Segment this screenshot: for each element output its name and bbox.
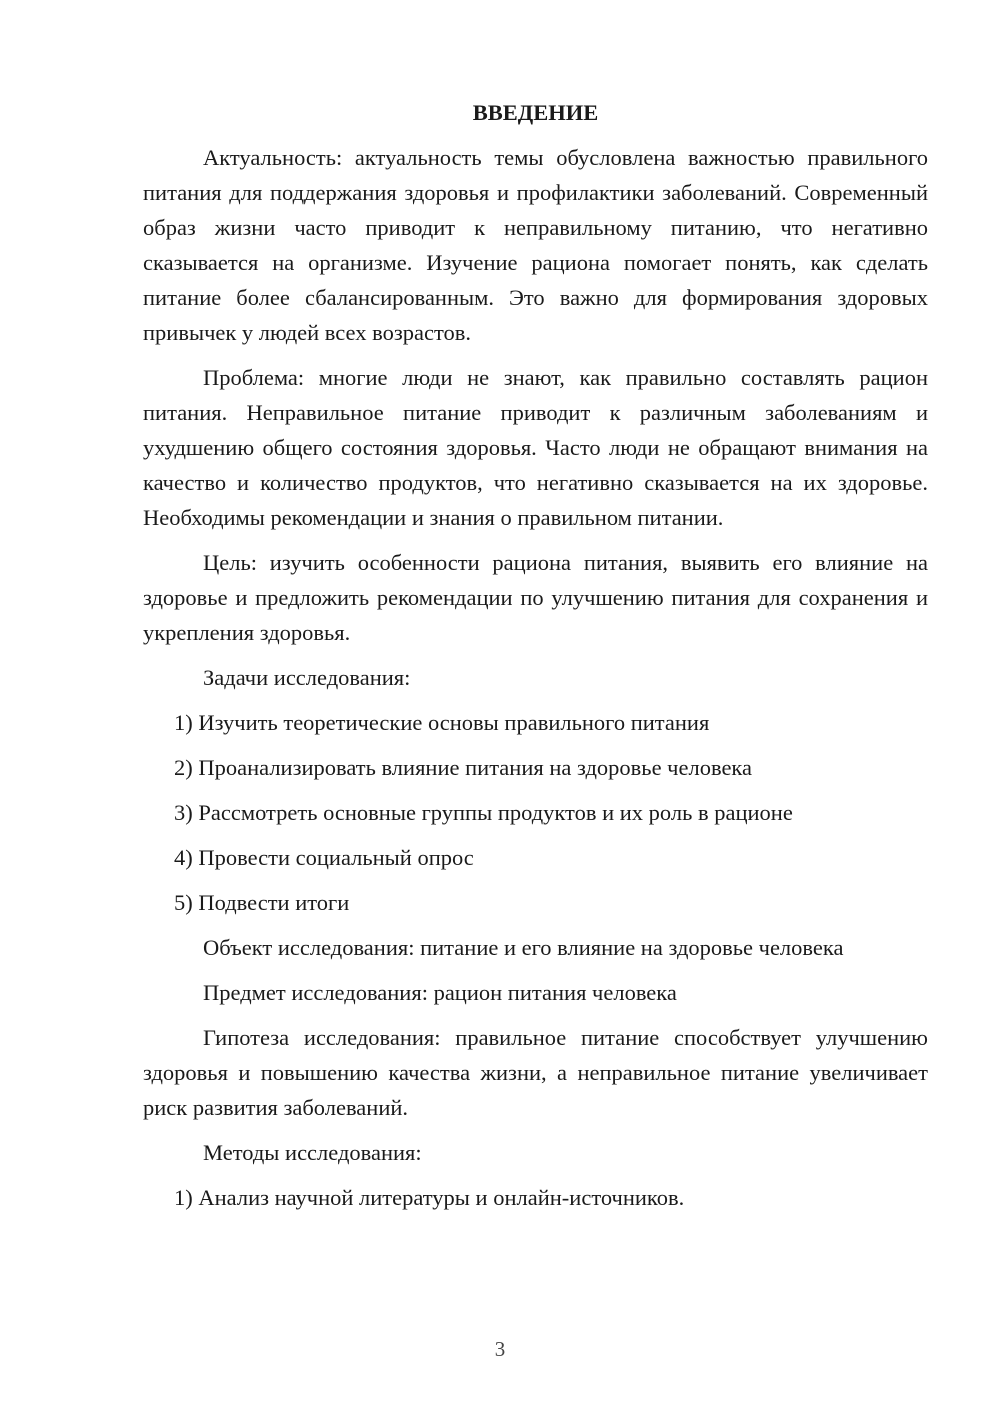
list-item-task: 1) Изучить теоретические основы правильного питания bbox=[174, 710, 710, 735]
document-page bbox=[143, 95, 928, 1225]
page-number: 3 bbox=[494, 1337, 506, 1361]
paragraph-subject: Предмет исследования: рацион питания человека bbox=[203, 980, 677, 1005]
paragraph-hypothesis: Гипотеза исследования: правильное питание способствует улучшению здоровья и повышению качества жизни, а неправильное питание увеличивает риск развития заболеваний. bbox=[143, 1025, 928, 1120]
paragraph-problem: Проблема: многие люди не знают, как правильно составлять рацион питания. Неправильное питание приводит к различным заболеваниям и ухудшению общего состояния здоровья. Часто люди не обращают внимания на качество и количество продуктов, что негативно сказывается на их здоровье. Необходимы рекомендации и знания о правильном питании. bbox=[143, 365, 928, 530]
paragraph-relevance: Актуальность: актуальность темы обусловлена важностью правильного питания для поддержания здоровья и профилактики заболеваний. Современный образ жизни часто приводит к неправильному питанию, что негативно сказывается на организме. Изучение рациона помогает понять, как сделать питание более сбалансированным. Это важно для формирования здоровых привычек у людей всех возрастов. bbox=[143, 145, 928, 345]
methods-heading: Методы исследования: bbox=[203, 1140, 422, 1165]
list-item-method: 1) Анализ научной литературы и онлайн-источников. bbox=[174, 1185, 685, 1210]
tasks-heading: Задачи исследования: bbox=[203, 665, 411, 690]
paragraph-goal: Цель: изучить особенности рациона питания, выявить его влияние на здоровье и предложить рекомендации по улучшению питания для сохранения и укрепления здоровья. bbox=[143, 550, 928, 645]
list-item-task: 4) Провести социальный опрос bbox=[174, 845, 474, 870]
list-item-task: 2) Проанализировать влияние питания на здоровье человека bbox=[174, 755, 753, 780]
section-title: ВВЕДЕНИЕ bbox=[472, 100, 599, 125]
paragraph-object: Объект исследования: питание и его влияние на здоровье человека bbox=[203, 935, 844, 960]
list-item-task: 5) Подвести итоги bbox=[174, 890, 350, 915]
list-item-task: 3) Рассмотреть основные группы продуктов и их роль в рационе bbox=[174, 800, 793, 825]
